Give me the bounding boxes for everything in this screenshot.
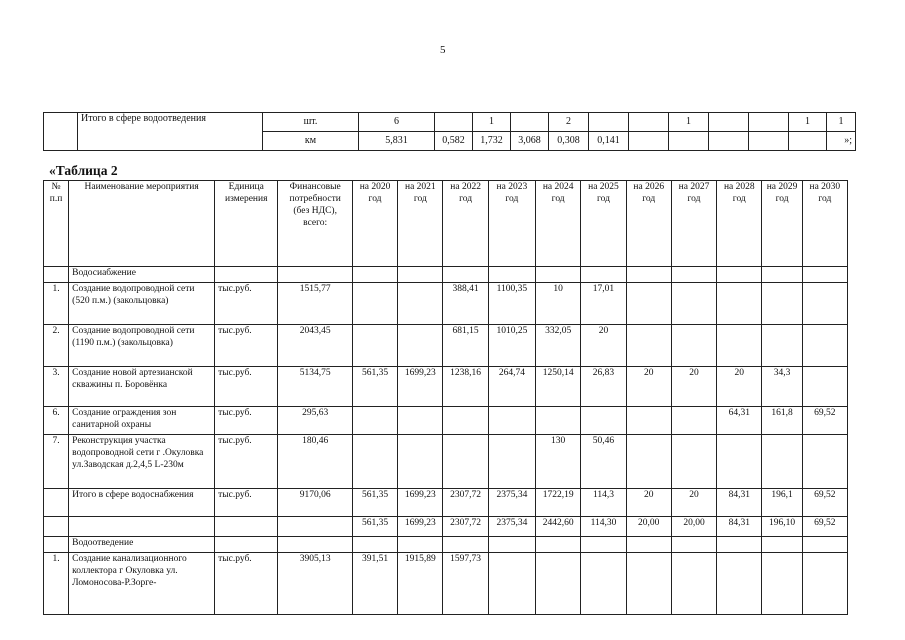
cell-year-value	[626, 435, 671, 489]
cell-year-value	[802, 367, 847, 407]
cell-unit: тыс.руб.	[215, 489, 278, 517]
summary-row-km: км 5,831 0,582 1,732 3,068 0,308 0,141 »;	[44, 132, 856, 151]
cell-year-value	[398, 283, 443, 325]
cell-year-value: 388,41	[443, 283, 488, 325]
cell-total	[278, 517, 352, 537]
cell-year-value: 10	[536, 283, 581, 325]
cell-year-value: 1597,73	[443, 553, 488, 615]
col-year: на 2025 год	[581, 181, 626, 267]
cell-year-value: 20	[671, 489, 716, 517]
cell-year-value	[717, 283, 762, 325]
finance-table	[43, 180, 848, 615]
cell-year-value: 20	[626, 489, 671, 517]
cell-year-value: 2375,34	[488, 517, 535, 537]
col-year: на 2024 год	[536, 181, 581, 267]
cell-year-value: 34,3	[762, 367, 802, 407]
cell-year-value: 561,35	[352, 489, 397, 517]
cell-year-value: 332,05	[536, 325, 581, 367]
cell-num	[44, 517, 69, 537]
cell-num: 1.	[44, 553, 69, 615]
cell-name: Создание водопроводной сети (1190 п.м.) (закольцовка)	[69, 325, 215, 367]
cell-year-value: 69,52	[802, 407, 847, 435]
cell-year-value: 20	[626, 367, 671, 407]
cell-total: 295,63	[278, 407, 352, 435]
summary-table	[43, 112, 856, 151]
table-row	[44, 435, 848, 489]
cell-name: Итого в сфере водоснабжения	[69, 489, 215, 517]
col-year: на 2023 год	[488, 181, 535, 267]
cell-year-value: 1699,23	[398, 367, 443, 407]
cell-year-value	[443, 407, 488, 435]
cell-year-value: 161,8	[762, 407, 802, 435]
cell-year-value: 69,52	[802, 517, 847, 537]
summary-label: Итого в сфере водоотведения	[78, 113, 263, 151]
cell-year-value	[762, 283, 802, 325]
cell-year-value: 20	[671, 367, 716, 407]
cell-year-value	[626, 283, 671, 325]
section-row	[44, 537, 848, 553]
cell-year-value: 1250,14	[536, 367, 581, 407]
col-year: на 2021 год	[398, 181, 443, 267]
table-row	[44, 517, 848, 537]
cell-year-value: 196,10	[762, 517, 802, 537]
cell-total: 5134,75	[278, 367, 352, 407]
col-year: на 2022 год	[443, 181, 488, 267]
cell-year-value	[443, 435, 488, 489]
cell-year-value	[802, 283, 847, 325]
cell-year-value: 264,74	[488, 367, 535, 407]
cell-num: 7.	[44, 435, 69, 489]
cell-year-value	[398, 325, 443, 367]
cell-year-value	[626, 553, 671, 615]
cell-unit: тыс.руб.	[215, 407, 278, 435]
cell-year-value	[802, 553, 847, 615]
col-finance: Финансовые потребности (без НДС), всего:	[278, 181, 352, 267]
cell-year-value: 26,83	[581, 367, 626, 407]
cell-year-value	[398, 435, 443, 489]
cell-total: 180,46	[278, 435, 352, 489]
cell-num: 1.	[44, 283, 69, 325]
col-year: на 2026 год	[626, 181, 671, 267]
cell-unit: тыс.руб.	[215, 325, 278, 367]
cell-total: 3905,13	[278, 553, 352, 615]
cell-year-value	[717, 435, 762, 489]
table-row	[44, 553, 848, 615]
cell-unit: тыс.руб.	[215, 553, 278, 615]
cell-year-value	[581, 407, 626, 435]
cell-year-value: 2442,60	[536, 517, 581, 537]
cell-num: 2.	[44, 325, 69, 367]
col-name: Наименование мероприятия	[69, 181, 215, 267]
col-year: на 2029 год	[762, 181, 802, 267]
cell-year-value	[488, 435, 535, 489]
section-row	[44, 267, 848, 283]
cell-total: 1515,77	[278, 283, 352, 325]
cell-num	[44, 489, 69, 517]
table-row	[44, 489, 848, 517]
cell-year-value: 2375,34	[488, 489, 535, 517]
cell-year-value	[671, 435, 716, 489]
cell-year-value: 1699,23	[398, 489, 443, 517]
cell-num: 6.	[44, 407, 69, 435]
cell-year-value	[717, 553, 762, 615]
cell-year-value: 130	[536, 435, 581, 489]
cell-year-value: 50,46	[581, 435, 626, 489]
cell-num: 3.	[44, 367, 69, 407]
cell-year-value: 20,00	[671, 517, 716, 537]
cell-year-value	[671, 407, 716, 435]
col-year: на 2028 год	[717, 181, 762, 267]
cell-year-value	[671, 553, 716, 615]
cell-year-value	[762, 325, 802, 367]
cell-year-value	[488, 553, 535, 615]
col-year: на 2027 год	[671, 181, 716, 267]
cell-name	[69, 517, 215, 537]
table-title: «Таблица 2	[49, 163, 118, 178]
cell-total: 2043,45	[278, 325, 352, 367]
table-row	[44, 407, 848, 435]
cell-name: Создание ограждения зон санитарной охраны	[69, 407, 215, 435]
table-row	[44, 283, 848, 325]
cell-year-value: 20	[717, 367, 762, 407]
cell-year-value	[671, 325, 716, 367]
cell-year-value: 69,52	[802, 489, 847, 517]
cell-year-value: 681,15	[443, 325, 488, 367]
cell-year-value: 1915,89	[398, 553, 443, 615]
table-row	[44, 325, 848, 367]
cell-unit	[215, 517, 278, 537]
cell-year-value: 1010,25	[488, 325, 535, 367]
cell-name: Создание канализационного коллектора г Окуловка ул. Ломоносова-Р.Зорге-	[69, 553, 215, 615]
cell-year-value	[626, 407, 671, 435]
cell-year-value	[581, 553, 626, 615]
cell-year-value: 114,30	[581, 517, 626, 537]
cell-year-value: 20	[581, 325, 626, 367]
cell-year-value: 114,3	[581, 489, 626, 517]
cell-unit: тыс.руб.	[215, 283, 278, 325]
cell-year-value	[802, 325, 847, 367]
cell-year-value: 1699,23	[398, 517, 443, 537]
cell-year-value: 391,51	[352, 553, 397, 615]
cell-year-value: 84,31	[717, 489, 762, 517]
cell-unit: тыс.руб.	[215, 367, 278, 407]
cell-name: Создание новой артезианской скважины п. Боровёнка	[69, 367, 215, 407]
col-year: на 2020 год	[352, 181, 397, 267]
cell-year-value: 196,1	[762, 489, 802, 517]
cell-year-value	[536, 407, 581, 435]
cell-name: Реконструкция участка водопроводной сети г .Окуловка ул.Заводская д.2,4,5 L-230м	[69, 435, 215, 489]
cell-year-value	[762, 435, 802, 489]
section-title: Водоотведение	[69, 537, 215, 553]
cell-year-value	[626, 325, 671, 367]
section-title: Водосиабжение	[69, 267, 215, 283]
cell-year-value: 64,31	[717, 407, 762, 435]
cell-unit: тыс.руб.	[215, 435, 278, 489]
cell-year-value	[488, 407, 535, 435]
cell-year-value: 2307,72	[443, 489, 488, 517]
header-row	[44, 181, 848, 267]
cell-year-value	[352, 283, 397, 325]
cell-year-value	[352, 435, 397, 489]
cell-year-value: 561,35	[352, 367, 397, 407]
cell-year-value	[352, 407, 397, 435]
cell-total: 9170,06	[278, 489, 352, 517]
cell-year-value: 84,31	[717, 517, 762, 537]
cell-year-value	[717, 325, 762, 367]
col-unit: Единица измерения	[215, 181, 278, 267]
cell-year-value: 2307,72	[443, 517, 488, 537]
cell-year-value: 20,00	[626, 517, 671, 537]
cell-year-value	[802, 435, 847, 489]
table-row	[44, 367, 848, 407]
cell-year-value	[398, 407, 443, 435]
cell-year-value: 17,01	[581, 283, 626, 325]
cell-year-value: 561,35	[352, 517, 397, 537]
cell-year-value: 1722,19	[536, 489, 581, 517]
cell-year-value	[352, 325, 397, 367]
page-number: 5	[440, 44, 446, 56]
cell-year-value: 1100,35	[488, 283, 535, 325]
col-num: № п.п	[44, 181, 69, 267]
summary-row-units: Итого в сфере водоотведения шт. 6 1 2 1 1 1	[44, 113, 856, 132]
cell-name: Создание водопроводной сети (520 п.м.) (закольцовка)	[69, 283, 215, 325]
cell-year-value	[762, 553, 802, 615]
cell-year-value	[536, 553, 581, 615]
col-year: на 2030 год	[802, 181, 847, 267]
cell-year-value: 1238,16	[443, 367, 488, 407]
cell-year-value	[671, 283, 716, 325]
